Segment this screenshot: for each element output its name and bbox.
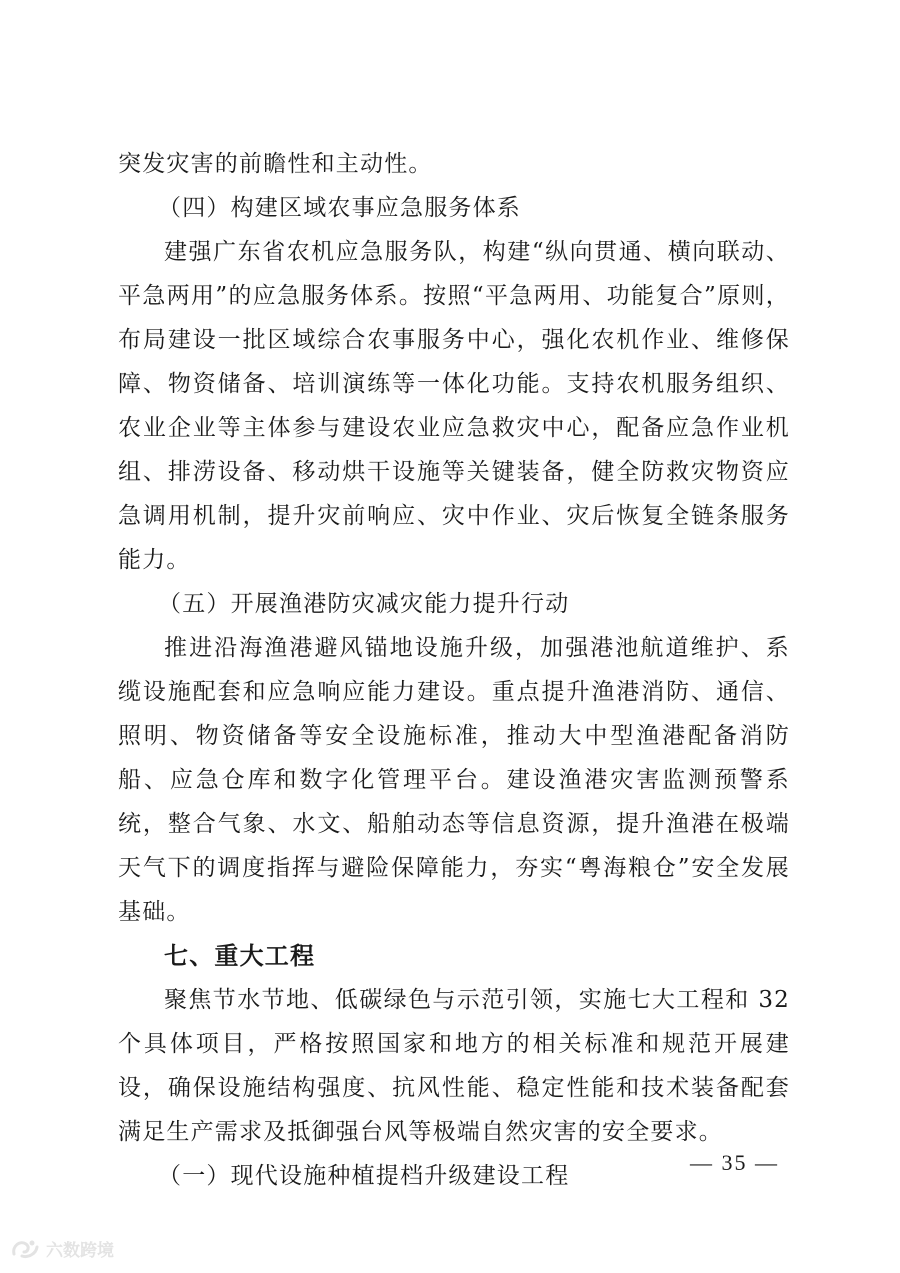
section-subheading: （五）开展渔港防灾减灾能力提升行动 (158, 591, 570, 617)
paragraph: 建强广东省农机应急服务队，构建“纵向贯通、横向联动、平急两用”的应急服务体系。按照“平急两用、功能复合”原则，布局建设一批区域综合农事服务中心，强化农机作业、维修保障、物资储备、培训演练等一体化功能。支持农机服务组织、农业企业等主体参与建设农业应急救灾中心，配备应急作业机组、排涝设备、移动烘干设施等关键装备，健全防救灾物资应急调用机制，提升灾前响应、灾中作业、灾后恢复全链条服务能力。 (118, 239, 790, 573)
document-body (118, 142, 790, 1198)
watermark-text: 六数跨境 (46, 1241, 114, 1261)
section-subheading: （一）现代设施种植提档升级建设工程 (158, 1163, 570, 1189)
watermark (10, 1236, 114, 1261)
paragraph: 聚焦节水节地、低碳绿色与示范引领，实施七大工程和 32 个具体项目，严格按照国家和地方的相关标准和规范开展建设，确保设施结构强度、抗风性能、稳定性能和技术装备配套满足生产需求及抵御强台风等极端自然灾害的安全要求。 (118, 987, 790, 1145)
section-heading: 七、重大工程 (164, 942, 316, 970)
paragraph: 突发灾害的前瞻性和主动性。 (118, 151, 433, 177)
page-number: — 35 — (690, 1150, 779, 1175)
section-subheading: （四）构建区域农事应急服务体系 (158, 195, 521, 221)
paragraph: 推进沿海渔港避风锚地设施升级，加强港池航道维护、系缆设施配套和应急响应能力建设。重点提升渔港消防、通信、照明、物资储备等安全设施标准，推动大中型渔港配备消防船、应急仓库和数字化管理平台。建设渔港灾害监测预警系统，整合气象、水文、船舶动态等信息资源，提升渔港在极端天气下的调度指挥与避险保障能力，夯实“粤海粮仓”安全发展基础。 (118, 635, 790, 925)
watermark-logo-icon (10, 1238, 40, 1260)
